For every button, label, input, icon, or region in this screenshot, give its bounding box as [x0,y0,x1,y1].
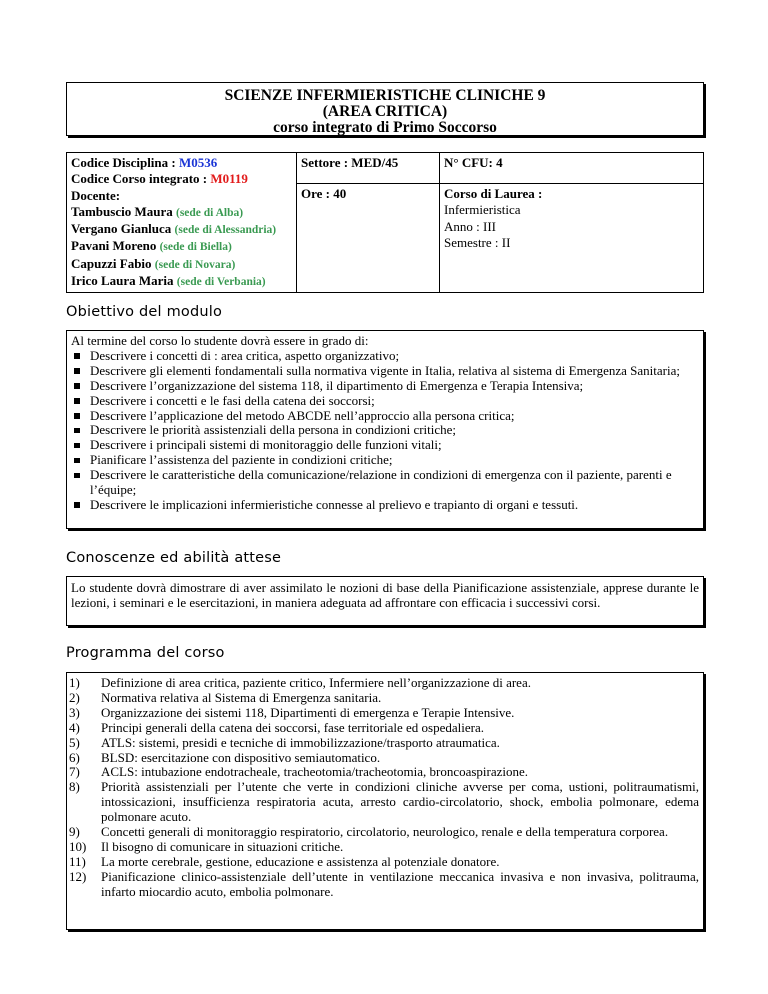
list-item: 2) Normativa relativa al Sistema di Emergenza sanitaria. [69,689,382,705]
sede-label: (sede di Biella) [159,241,232,254]
obiettivo-box [66,330,704,529]
course-title: SCIENZE INFERMIERISTICHE CLINICHE 9 [224,87,546,104]
course-integrated-title: corso integrato di Primo Soccorso [273,119,497,136]
list-item: Descrivere i concetti di : area critica, aspetto organizzativo; [71,349,699,364]
cfu-cell: N° CFU: 4 [440,153,704,184]
list-item: 5) ATLS: sistemi, presidi e tecniche di immobilizzazione/trasporto atraumatica. [69,734,500,750]
list-item: Descrivere gli elementi fondamentali sulla normativa vigente in Italia, relativa al sistema di Emergenza Sanitaria; [71,364,699,379]
corso-laurea-cell [440,184,704,293]
list-item: Descrivere le caratteristiche della comunicazione/relazione in condizioni di emergenza con il paziente, parenti e l’équipe; [71,468,699,498]
conoscenze-heading: Conoscenze ed abilità attese [66,550,282,566]
list-item: Descrivere i concetti e le fasi della catena dei soccorsi; [71,394,699,409]
list-item: 11) La morte cerebrale, gestione, educazione e assistenza al potenziale donatore. [69,853,500,869]
list-item: 9) Concetti generali di monitoraggio respiratorio, circolatorio, neurologico, renale e della temperatura corporea. [69,824,669,840]
list-item: 1) Definizione di area critica, paziente critico, Infermiere nell’organizzazione di area. [69,675,531,690]
settore-cell: Settore : MED/45 [297,153,440,184]
docente-row: Tambuscio Maura (sede di Alba) [71,203,244,219]
list-item: Descrivere le implicazioni infermieristiche connesse al prelievo e trapianto di organi e tessuti. [71,498,699,513]
list-item: Descrivere i principali sistemi di monitoraggio delle funzioni vitali; [71,438,699,453]
list-item: 12) Pianificazione clinico-assistenziale dell’utente in ventilazione meccanica invasiva e non invasiva, politrauma, infarto miocardio acuto, embolia polmonare. [69,868,699,899]
obiettivo-list [71,349,699,513]
list-item: 6) BLSD: esercitazione con dispositivo semiautomatico. [69,749,381,765]
course-title-box [66,82,704,136]
list-item: 7) ACLS: intubazione endotracheale, tracheotomia/tracheotomia, broncoaspirazione. [69,764,529,780]
course-subtitle: (AREA CRITICA) [322,103,448,120]
codice-corso: Codice Corso integrato : M0119 [71,171,248,187]
list-item: 10) Il bisogno di comunicare in situazioni critiche. [69,838,344,854]
semestre: Semestre : II [444,234,511,250]
list-item: Pianificare l’assistenza del paziente in condizioni critiche; [71,453,699,468]
docente-label: Docente: [71,187,121,203]
list-item: 4) Principi generali della catena dei soccorsi, fase territoriale ed ospedaliera. [69,719,484,735]
sede-label: (sede di Alba) [175,206,244,219]
list-item: Descrivere l’organizzazione del sistema 118, il dipartimento di Emergenza e Terapia Intensiva; [71,379,699,394]
conoscenze-box: Lo studente dovrà dimostrare di aver assimilato le nozioni di base della Pianificazione assistenziale, apprese durante le lezioni, i seminari e le esercitazioni, in maniera adeguata ad affrontare con efficacia i successivi corsi. [66,576,704,626]
programma-heading: Programma del corso [66,645,225,661]
list-item: 3) Organizzazione dei sistemi 118, Dipartimenti di emergenza e Terapie Intensive. [69,704,515,720]
docente-row: Irico Laura Maria (sede di Verbania) [71,273,266,289]
obiettivo-intro: Al termine del corso lo studente dovrà essere in grado di: [71,333,369,348]
ore-cell: Ore : 40 [297,184,440,293]
list-item: Descrivere le priorità assistenziali della persona in condizioni critiche; [71,423,699,438]
docente-row: Vergano Gianluca (sede di Alessandria) [71,221,277,237]
corso-label: Corso di Laurea : [444,186,543,201]
list-item: Descrivere l’applicazione del metodo ABCDE nell’approccio alla persona critica; [71,409,699,424]
codice-corso-value: M0119 [210,171,248,187]
corso-value: Infermieristica [444,202,521,218]
codice-disciplina-value: M0536 [178,155,218,170]
docente-row: Capuzzi Fabio (sede di Novara) [71,255,236,271]
obiettivo-heading: Obiettivo del modulo [66,304,223,320]
list-item: 8) Priorità assistenziali per l’utente che verte in condizioni cliniche avverse per coma, ustioni, politraumatismi, intossicazioni, insufficienza respiratoria acuta, arresto cardio-circolatorio, shock, embolia polmonare, edema polmonare acuto. [69,779,699,825]
codice-disciplina: Codice Disciplina : M0536 [71,155,218,170]
sede-label: (sede di Verbania) [176,276,266,289]
sede-label: (sede di Novara) [154,258,236,271]
programma-box [66,672,704,930]
discipline-cell [67,153,297,293]
course-info-table [66,152,704,293]
sede-label: (sede di Alessandria) [174,224,277,237]
anno: Anno : III [444,218,496,234]
docente-row: Pavani Moreno (sede di Biella) [71,238,232,254]
programma-list [69,676,699,900]
